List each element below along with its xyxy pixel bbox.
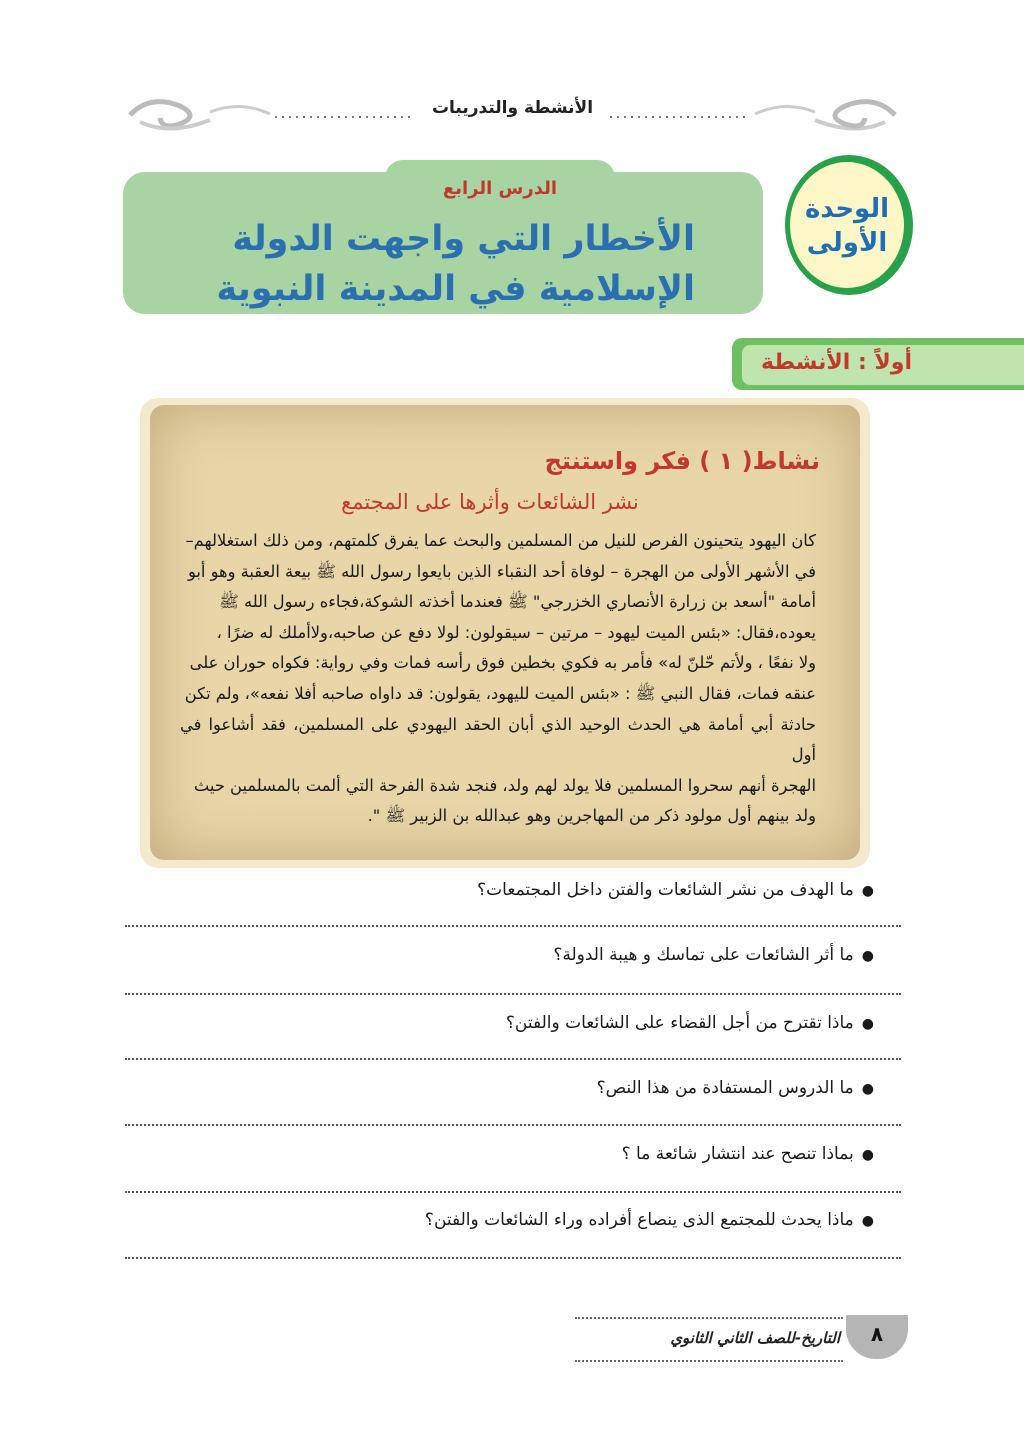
answer-line[interactable] bbox=[125, 1124, 901, 1126]
footer-rule-bottom bbox=[575, 1360, 843, 1362]
lesson-title-line2: الإسلامية في المدينة النبوية bbox=[216, 269, 695, 309]
activity-line: عنقه فمات، فقال النبي ﷺ : «بئس الميت لليهود، يقولون: قد داواه صاحبه أفلا نفعه»، ولم تكن bbox=[184, 683, 816, 703]
question-item bbox=[154, 945, 874, 965]
answer-line[interactable] bbox=[125, 1058, 901, 1060]
question-text: ما الهدف من نشر الشائعات والفتن داخل المجتمعات؟ bbox=[477, 880, 854, 900]
activity-title: نشاط( ١ ) فكر واستنتج bbox=[544, 447, 820, 475]
bullet-icon: ● bbox=[861, 1081, 874, 1097]
activity-subtitle: نشر الشائعات وأثرها على المجتمع bbox=[341, 490, 639, 514]
bullet-icon: ● bbox=[861, 883, 874, 899]
lesson-title bbox=[200, 214, 695, 314]
activity-text bbox=[180, 526, 816, 832]
activity-line: أمامة "أسعد بن زرارة الأنصاري الخزرجي" ﷺ فعندما أخذته الشوكة،فجاءه رسول الله ﷺ bbox=[219, 592, 816, 612]
lesson-title-line1: الأخطار التي واجهت الدولة bbox=[232, 219, 695, 259]
question-text: ماذا تقترح من أجل القضاء على الشائعات والفتن؟ bbox=[505, 1013, 854, 1033]
question-text: ما الدروس المستفادة من هذا النص؟ bbox=[596, 1078, 854, 1098]
question-item bbox=[154, 1013, 874, 1033]
section-heading: أولاً : الأنشطة bbox=[760, 350, 912, 375]
footer-rule-top bbox=[575, 1317, 843, 1319]
answer-line[interactable] bbox=[125, 993, 901, 995]
question-text: ماذا يحدث للمجتمع الذى ينصاع أفراده وراء الشائعات والفتن؟ bbox=[424, 1210, 854, 1230]
activity-line: في الأشهر الأولى من الهجرة – لوفاة أحد النقباء الذين بايعوا رسول الله ﷺ بيعة العقبة وهو أبو bbox=[187, 561, 816, 581]
question-text: ما أثر الشائعات على تماسك و هيبة الدولة؟ bbox=[553, 945, 854, 965]
activity-line: يعوده،فقال: «بئس الميت ليهود – مرتين – سيقولون: لولا دفع عن صاحبه،ولاأملك له ضرًا ، bbox=[216, 622, 816, 642]
unit-label-line1: الوحدة bbox=[804, 194, 890, 224]
activity-line: ولد بينهم أول مولود ذكر من المهاجرين وهو عبدالله بن الزبير ﷺ ". bbox=[367, 806, 816, 826]
question-item bbox=[154, 1078, 874, 1098]
answer-line[interactable] bbox=[125, 925, 901, 927]
activity-line: الهجرة أنهم سحروا المسلمين فلا يولد لهم ولد، فنجد شدة الفرحة التي ألمت بالمسلمين حيث bbox=[193, 775, 816, 795]
activity-line: ولا نفعًا ، ولأتم حّلنّ له» فأمر به فكوي بخطين فوق رأسه فمات وفي رواية: فكواه حوران على bbox=[189, 653, 816, 673]
footer-book-title: التاريخ-للصف الثاني الثانوي bbox=[670, 1329, 840, 1347]
question-text: بماذا تنصح عند انتشار شائعة ما ؟ bbox=[621, 1144, 854, 1164]
header-ornament-left bbox=[120, 92, 420, 138]
activity-line: حادثة أبي أمامة هي الحدث الوحيد الذي أبان الحقد اليهودي على المسلمين، فقد أشاعوا في أول bbox=[180, 714, 816, 765]
bullet-icon: ● bbox=[861, 1016, 874, 1032]
question-item bbox=[154, 1210, 874, 1230]
question-item bbox=[154, 880, 874, 900]
unit-label bbox=[790, 192, 904, 260]
question-item bbox=[154, 1144, 874, 1164]
bullet-icon: ● bbox=[861, 1213, 874, 1229]
page-number: ٨ bbox=[870, 1322, 884, 1346]
bullet-icon: ● bbox=[861, 1147, 874, 1163]
bullet-icon: ● bbox=[861, 948, 874, 964]
header-title: الأنشطة والتدريبات bbox=[431, 98, 594, 118]
lesson-number: الدرس الرابع bbox=[442, 178, 558, 199]
unit-label-line2: الأولى bbox=[806, 228, 888, 258]
answer-line[interactable] bbox=[125, 1257, 901, 1259]
answer-line[interactable] bbox=[125, 1191, 901, 1193]
header-ornament-right bbox=[605, 92, 905, 138]
activity-line: كان اليهود يتحينون الفرص للنيل من المسلمين والبحث عما يفرق كلمتهم، ومن ذلك استغلالهم– bbox=[185, 531, 816, 550]
